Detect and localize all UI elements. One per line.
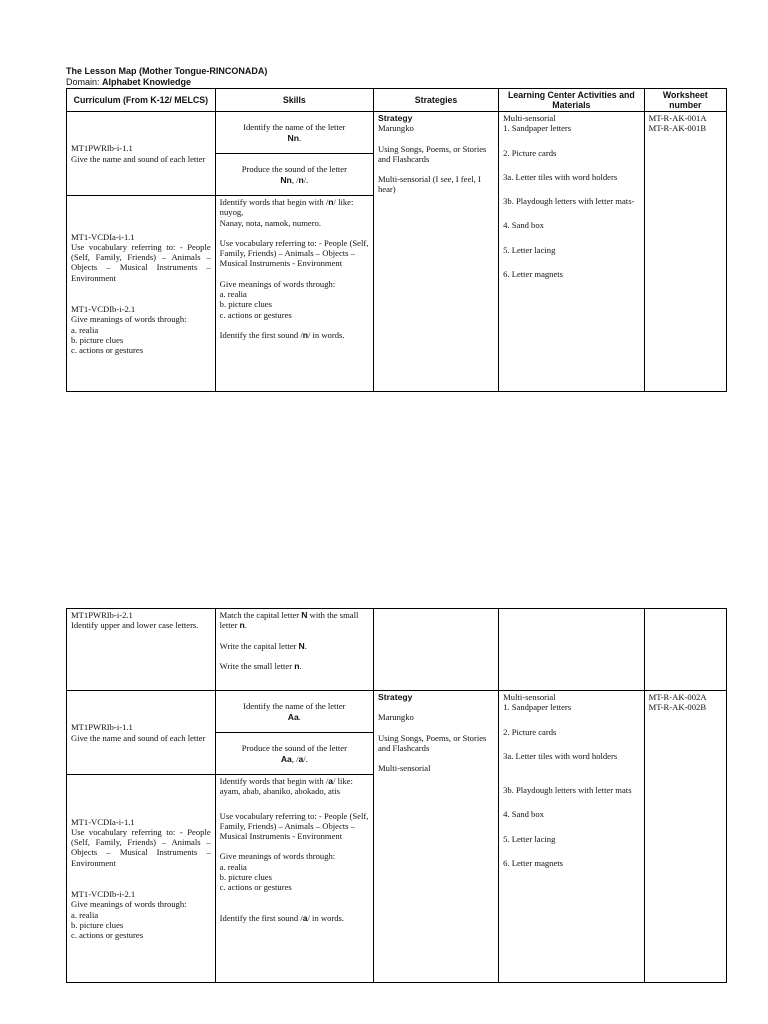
list-item: b. picture clues <box>219 299 272 310</box>
strategy-line: Marungko <box>377 712 414 723</box>
skill-text <box>220 330 369 340</box>
skill-cell <box>215 196 373 392</box>
list-item: c. actions or gestures <box>219 882 292 893</box>
col-header-skills: Skills <box>215 89 373 112</box>
skill-punct: /. <box>303 174 309 185</box>
skill-text-part: Identify the first sound / <box>219 329 303 340</box>
empty-cell <box>373 609 498 691</box>
lesson-map-table-2 <box>66 608 727 983</box>
skill-letter: Nn <box>287 132 299 143</box>
curriculum-text: Use vocabulary referring to: - People (Self, Family, Friends) – Animals – Objects – Musical Instruments – Environment <box>71 241 211 283</box>
list-item: 1. Sandpaper letters <box>503 702 572 713</box>
curriculum-code: MT1PWRIb-i-1.1 <box>71 722 133 733</box>
activity-intro: Multi-sensorial <box>503 113 556 123</box>
skill-sound: a <box>298 753 304 764</box>
list-item: a. realia <box>71 909 99 920</box>
list-item: c. actions or gestures <box>71 930 144 941</box>
list-item: 2. Picture cards <box>503 726 557 737</box>
domain-line <box>66 77 267 88</box>
skill-text-part: / like: ayam, abab, abaniko, abokado, atis <box>219 776 353 797</box>
table-row <box>67 112 727 154</box>
domain-value: Alphabet Knowledge <box>102 77 192 87</box>
curriculum-cell <box>67 609 216 691</box>
list-item: a. realia <box>71 324 99 335</box>
skill-cell <box>215 733 373 775</box>
skill-text-part: Identify words that begin with / <box>219 197 329 207</box>
col-header-strategies: Strategies <box>373 89 498 112</box>
list-item: 3b. Playdough letters with letter mats <box>503 785 632 796</box>
skill-text <box>220 641 369 651</box>
skill-punct: . <box>304 640 307 651</box>
skill-letter: a <box>328 776 334 786</box>
lesson-map-table-1 <box>66 88 727 392</box>
curriculum-code: MT1-VCDIb-i-2.1 <box>71 889 136 899</box>
strategy-line: Using Songs, Poems, or Stories and Flashcards <box>377 143 487 164</box>
col-header-curriculum: Curriculum (From K-12/ MELCS) <box>67 89 216 112</box>
list-item: b. picture clues <box>219 872 272 883</box>
skill-text-part: Write the capital letter <box>219 640 299 651</box>
list-item: 6. Letter magnets <box>503 269 564 280</box>
skill-text <box>220 913 369 923</box>
col-header-activities: Learning Center Activities and Materials <box>499 89 644 112</box>
skill-letter: Nn <box>280 174 292 185</box>
skill-punct: /. <box>303 753 308 764</box>
worksheet-cell <box>644 691 726 983</box>
strategies-cell <box>373 112 498 392</box>
table-row <box>67 609 727 691</box>
skill-cell <box>215 154 373 196</box>
skill-text: Give meanings of words through: <box>219 851 336 862</box>
curriculum-text: Give the name and sound of each letter <box>71 732 206 743</box>
skill-text-part: Match the capital letter <box>219 610 302 620</box>
skill-text-part: Write the small letter <box>219 660 295 671</box>
worksheet-cell <box>644 112 726 392</box>
curriculum-cell <box>67 775 216 983</box>
skill-letter: a <box>302 912 308 923</box>
skill-cell <box>215 691 373 733</box>
page-header <box>66 66 267 88</box>
curriculum-code: MT1-VCDIa-i-1.1 <box>71 231 135 242</box>
curriculum-cell <box>67 691 216 775</box>
skill-text: Identify the name of the letter <box>243 122 346 133</box>
skill-cell <box>215 775 373 983</box>
skill-letter: n <box>302 329 308 340</box>
skill-text-part: Identify words that begin with / <box>219 776 329 786</box>
list-item: b. picture clues <box>71 334 124 345</box>
skill-cell <box>215 112 373 154</box>
domain-label: Domain: <box>66 77 103 87</box>
skill-text <box>220 776 369 797</box>
skill-letter: Aa <box>287 711 299 722</box>
lesson-map-title: The Lesson Map (Mother Tongue-RINCONADA) <box>66 66 268 76</box>
list-item: 3a. Letter tiles with word holders <box>503 750 618 761</box>
activities-cell <box>499 112 644 392</box>
skill-text <box>220 661 369 671</box>
skill-text-part: / in words. <box>307 329 345 340</box>
curriculum-text: Give meanings of words through: <box>71 899 187 910</box>
col-header-worksheet: Worksheet number <box>644 89 726 112</box>
activities-cell <box>499 691 644 983</box>
skill-text-part: / like: nuyog, <box>219 197 354 218</box>
curriculum-text: Give meanings of words through: <box>71 314 187 325</box>
table-row <box>67 691 727 733</box>
list-item: 1. Sandpaper letters <box>503 123 572 134</box>
activity-intro: Multi-sensorial <box>503 692 556 702</box>
skill-letter: n <box>328 197 334 207</box>
skill-text: Use vocabulary referring to: - People (Self, Family, Friends) – Animals – Objects – Musical Instruments - Environment <box>219 810 369 842</box>
list-item: 4. Sand box <box>503 809 544 820</box>
list-item: c. actions or gestures <box>71 345 144 356</box>
skill-punct: , / <box>291 753 299 764</box>
skill-text: Use vocabulary referring to: - People (Self, Family, Friends) – Animals – Objects – Musical Instruments - Environment <box>219 237 369 269</box>
header-row <box>67 89 727 112</box>
strategies-cell <box>373 691 498 983</box>
skill-punct: , / <box>291 174 299 185</box>
empty-cell <box>644 609 726 691</box>
skill-examples: Nanay, nota, namok, numero. <box>219 217 322 228</box>
worksheet-number: MT-R-AK-002A <box>648 692 707 702</box>
skill-punct: . <box>298 711 301 722</box>
curriculum-text: Give the name and sound of each letter <box>71 153 206 164</box>
curriculum-text: Use vocabulary referring to: - People (Self, Family, Friends) – Animals – Objects – Musical Instruments – Environment <box>71 826 211 868</box>
curriculum-code: MT1PWRIb-i-1.1 <box>71 143 133 154</box>
curriculum-code: MT1-VCDIb-i-2.1 <box>71 304 136 314</box>
list-item: 5. Letter lacing <box>503 833 556 844</box>
strategy-heading: Strategy <box>377 692 413 702</box>
skill-cell <box>215 609 373 691</box>
skill-text-part: with the small letter <box>219 610 359 631</box>
skill-text-part: Identify the first sound / <box>219 912 303 923</box>
curriculum-code: MT1-VCDIa-i-1.1 <box>71 816 135 827</box>
curriculum-cell <box>67 112 216 196</box>
worksheet-number: MT-R-AK-002B <box>648 702 707 713</box>
skill-letter: N <box>298 640 305 651</box>
skill-text: Give meanings of words through: <box>219 278 336 289</box>
curriculum-code: MT1PWRIb-i-2.1 <box>71 610 133 620</box>
list-item: 4. Sand box <box>503 220 544 231</box>
skill-sound: n <box>298 174 304 185</box>
skill-text: Produce the sound of the letter <box>241 164 347 175</box>
list-item: 6. Letter magnets <box>503 858 564 869</box>
list-item: c. actions or gestures <box>219 309 292 320</box>
skill-text <box>220 610 369 631</box>
list-item: 2. Picture cards <box>503 147 557 158</box>
empty-cell <box>499 609 644 691</box>
list-item: 5. Letter lacing <box>503 244 556 255</box>
strategy-line: Using Songs, Poems, or Stories and Flashcards <box>377 732 487 753</box>
skill-letter: Aa <box>280 753 292 764</box>
list-item: a. realia <box>219 289 247 300</box>
skill-punct: . <box>244 620 247 631</box>
worksheet-number: MT-R-AK-001B <box>648 123 707 134</box>
strategy-line: Multi-sensorial <box>377 763 431 774</box>
list-item: a. realia <box>219 861 247 872</box>
skill-letter: n <box>239 620 245 631</box>
skill-punct: . <box>298 132 302 143</box>
skill-text: Identify the name of the letter <box>243 701 346 712</box>
skill-punct: . <box>299 660 302 671</box>
strategy-line: Multi-sensorial (I see, I feel, I hear) <box>377 174 481 195</box>
skill-letter: n <box>294 660 300 671</box>
skill-text: Produce the sound of the letter <box>241 743 347 754</box>
strategy-line: Marungko <box>377 123 414 134</box>
list-item: b. picture clues <box>71 919 124 930</box>
skill-text <box>220 197 369 218</box>
curriculum-text: Identify upper and lower case letters. <box>71 620 199 631</box>
worksheet-number: MT-R-AK-001A <box>648 113 707 123</box>
curriculum-cell <box>67 196 216 392</box>
list-item: 3a. Letter tiles with word holders <box>503 171 618 182</box>
skill-letter: N <box>301 610 308 620</box>
strategy-heading: Strategy <box>377 113 413 123</box>
list-item: 3b. Playdough letters with letter mats- <box>503 196 635 207</box>
skill-text-part: / in words. <box>307 912 345 923</box>
